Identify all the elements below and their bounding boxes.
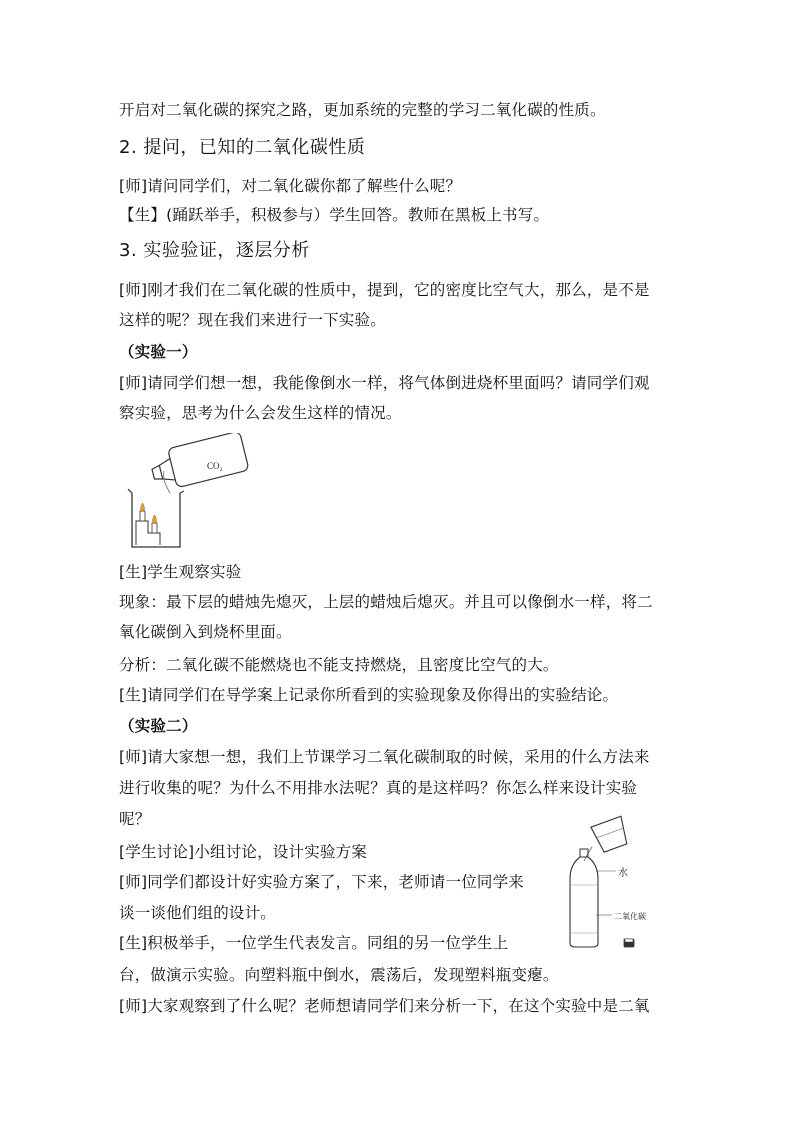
paragraph: 察实验，思考为什么会发生这样的情况。 bbox=[119, 404, 402, 422]
co2-pouring-figure bbox=[122, 433, 252, 553]
paragraph: [师]请同学们想一想，我能像倒水一样，将气体倒进烧杯里面吗？请同学们观 bbox=[119, 374, 650, 392]
paragraph: [生]学生观察实验 bbox=[119, 563, 242, 581]
plastic-bottle-figure bbox=[566, 815, 662, 955]
paragraph: [师]刚才我们在二氧化碳的性质中，提到，它的密度比空气大，那么，是不是 bbox=[119, 281, 650, 299]
paragraph: 谈一谈他们组的设计。 bbox=[119, 904, 277, 922]
paragraph: [师]请大家想一想，我们上节课学习二氧化碳制取的时候，采用的什么方法来 bbox=[119, 748, 650, 766]
paragraph: [生]请同学们在导学案上记录你所看到的实验现象及你得出的实验结论。 bbox=[119, 686, 619, 704]
paragraph: [师]同学们都设计好实验方案了，下来，老师请一位同学来 bbox=[119, 873, 524, 891]
paragraph: [生]积极举手，一位学生代表发言。同组的另一位学生上 bbox=[119, 934, 509, 952]
paragraph: 分析：二氧化碳不能燃烧也不能支持燃烧，且密度比空气的大。 bbox=[119, 656, 559, 674]
paragraph: 进行收集的呢？为什么不用排水法呢？真的是这样吗？你怎么样来设计实验 bbox=[119, 779, 638, 797]
water-label: 水 bbox=[618, 868, 628, 879]
section-heading: 3. 实验验证，逐层分析 bbox=[119, 240, 310, 261]
paragraph: 这样的呢？现在我们来进行一下实验。 bbox=[119, 311, 386, 329]
paragraph: 开启对二氧化碳的探究之路，更加系统的完整的学习二氧化碳的性质。 bbox=[119, 101, 606, 119]
paragraph: 现象：最下层的蜡烛先熄灭，上层的蜡烛后熄灭。并且可以像倒水一样，将二 bbox=[119, 593, 653, 611]
co2-label: CO₂ bbox=[207, 461, 223, 471]
paragraph: 【生】(踊跃举手，积极参与）学生回答。教师在黑板上书写。 bbox=[119, 206, 550, 224]
experiment-label: （实验二） bbox=[119, 717, 198, 735]
paragraph: 氧化碳倒入到烧杯里面。 bbox=[119, 623, 292, 641]
paragraph: [师]请问同学们，对二氧化碳你都了解些什么呢？ bbox=[119, 177, 462, 195]
co2-bottle-label: 二氧化碳 bbox=[614, 912, 646, 921]
paragraph: [学生讨论]小组讨论，设计实验方案 bbox=[119, 843, 367, 861]
section-heading: 2. 提问，已知的二氧化碳性质 bbox=[119, 137, 366, 158]
paragraph: [师]大家观察到了什么呢？老师想请同学们来分析一下，在这个实验中是二氧 bbox=[119, 997, 650, 1015]
paragraph: 呢？ bbox=[119, 810, 151, 828]
paragraph: 台，做演示实验。向塑料瓶中倒水，震荡后，发现塑料瓶变瘪。 bbox=[119, 966, 559, 984]
experiment-label: （实验一） bbox=[119, 343, 198, 361]
